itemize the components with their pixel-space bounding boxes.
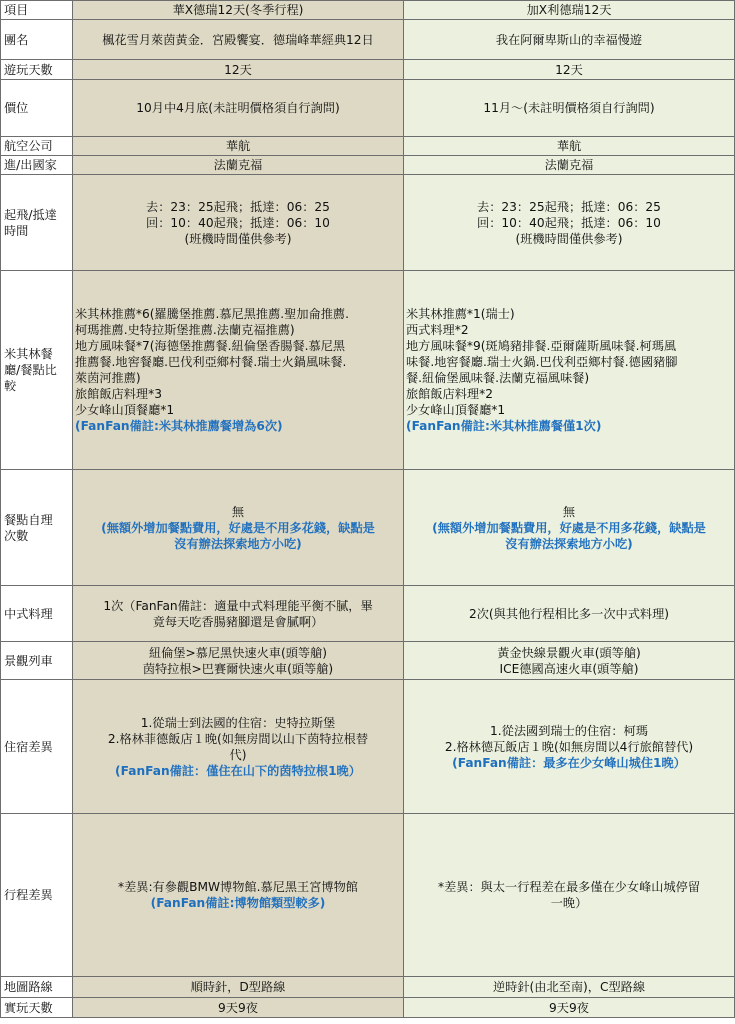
michelin-line: 柯瑪推薦.史特拉斯堡推薦.法蘭克福推薦) <box>75 323 295 337</box>
self-meals-note: 沒有辦法探索地方小吃) <box>174 536 302 551</box>
flight-line: (班機時間僅供參考) <box>515 231 623 246</box>
hotel-line: 代) <box>229 747 247 762</box>
michelin-line: 地方風味餐*7(海德堡推薦餐.紐倫堡香腸餐.慕尼黑 <box>75 339 346 353</box>
michelin-line: 萊茵河推薦) <box>75 371 141 385</box>
label-flight-time-line: 時間 <box>4 223 29 238</box>
row-chinese-food <box>1 586 735 642</box>
label-actual-days: 實玩天數 <box>1 998 73 1018</box>
label-itinerary: 行程差異 <box>1 814 73 977</box>
hotel-line: 1.從法國到瑞士的住宿：柯瑪 <box>490 723 648 738</box>
actual-days-a: 9天9夜 <box>73 998 404 1018</box>
michelin-line: 少女峰山頂餐廳*1 <box>75 403 175 417</box>
label-tour-name: 團名 <box>1 20 73 60</box>
train-line: 紐倫堡>慕尼黑快速火車(頭等艙) <box>148 645 328 660</box>
hotel-note-b: (FanFan備註：最多在少女峰山城住1晚） <box>452 755 686 770</box>
itinerary-b <box>404 814 735 977</box>
chinese-food-line: 竟每天吃香腸豬腳還是會膩啊） <box>152 614 324 629</box>
tour-name-a: 楓花雪月萊茵黃金．宮殿饗宴．德瑞峰華經典12日 <box>73 20 404 60</box>
row-itinerary <box>1 814 735 977</box>
michelin-line: 旅館飯店料理*2 <box>406 387 493 401</box>
itinerary-a <box>73 814 404 977</box>
michelin-line: 味餐.地窖餐廳.瑞士火鍋.巴伐利亞鄉村餐.德國豬腳 <box>406 355 678 369</box>
train-line: ICE德國高速火車(頭等艙) <box>499 661 639 676</box>
header-col-a: 華X德瑞12天(冬季行程) <box>73 1 404 20</box>
hotel-line: 1.從瑞士到法國的住宿：史特拉斯堡 <box>140 715 336 730</box>
row-actual-days <box>1 998 735 1018</box>
self-meals-note: (無額外增加餐點費用，好處是不用多花錢，缺點是 <box>432 520 706 535</box>
hotel-line: 2.格林德瓦飯店１晚(如無房間以4行旅館替代) <box>444 739 694 754</box>
row-route <box>1 977 735 998</box>
label-flight-time-line: 起飛/抵達 <box>4 207 57 222</box>
label-hotel: 住宿差異 <box>1 680 73 814</box>
label-michelin-line: 米其林餐 <box>4 347 53 361</box>
self-meals-value: 無 <box>562 504 576 519</box>
route-a: 順時針，D型路線 <box>73 977 404 998</box>
label-michelin <box>1 271 73 470</box>
airline-b: 華航 <box>404 137 735 156</box>
label-flight-time <box>1 175 73 271</box>
row-train <box>1 642 735 680</box>
airline-a: 華航 <box>73 137 404 156</box>
label-airline: 航空公司 <box>1 137 73 156</box>
actual-days-b: 9天9夜 <box>404 998 735 1018</box>
label-self-meals-line: 餐點自理 <box>4 512 53 527</box>
hotel-a <box>73 680 404 814</box>
label-price: 價位 <box>1 80 73 137</box>
self-meals-value: 無 <box>231 504 245 519</box>
flight-line: 去：23：25起飛；抵達：06：25 <box>477 199 661 214</box>
chinese-food-line: 1次（FanFan備註：適量中式料理能平衡不膩，畢 <box>103 598 373 613</box>
row-flight-time <box>1 175 735 271</box>
flight-time-b <box>404 175 735 271</box>
train-a <box>73 642 404 680</box>
itinerary-line: 一晚） <box>550 896 588 910</box>
row-self-meals <box>1 470 735 586</box>
michelin-note-b: (FanFan備註:米其林推薦餐僅1次) <box>406 419 602 433</box>
label-michelin-line: 較 <box>4 379 17 393</box>
self-meals-note: (無額外增加餐點費用，好處是不用多花錢，缺點是 <box>101 520 375 535</box>
row-michelin <box>1 271 735 470</box>
michelin-note-a: (FanFan備註:米其林推薦餐增為6次) <box>75 419 283 433</box>
michelin-line: 少女峰山頂餐廳*1 <box>406 403 506 417</box>
train-line: 黃金快線景觀火車(頭等艙) <box>497 645 641 660</box>
hotel-b <box>404 680 735 814</box>
label-route: 地圖路線 <box>1 977 73 998</box>
flight-time-a <box>73 175 404 271</box>
flight-line: 回：10：40起飛；抵達：06：10 <box>477 215 661 230</box>
hotel-note-a: (FanFan備註：僅住在山下的茵特拉根1晚） <box>115 763 361 778</box>
label-chinese-food: 中式料理 <box>1 586 73 642</box>
michelin-line: 餐.紐倫堡風味餐.法蘭克福風味餐) <box>406 371 590 385</box>
label-entry-exit: 進/出國家 <box>1 156 73 175</box>
michelin-line: 推薦餐.地窖餐廳.巴伐利亞鄉村餐.瑞士火鍋風味餐. <box>75 355 347 369</box>
flight-line: (班機時間僅供參考) <box>184 231 292 246</box>
header-label: 項目 <box>1 1 73 20</box>
entry-exit-a: 法蘭克福 <box>73 156 404 175</box>
michelin-a <box>73 271 404 470</box>
michelin-line: 地方風味餐*9(斑鳩豬排餐.亞爾薩斯風味餐.柯瑪風 <box>406 339 677 353</box>
row-hotel <box>1 680 735 814</box>
michelin-line: 西式料理*2 <box>406 323 469 337</box>
row-price <box>1 80 735 137</box>
tour-name-b: 我在阿爾卑斯山的幸福慢遊 <box>404 20 735 60</box>
michelin-b <box>404 271 735 470</box>
self-meals-a <box>73 470 404 586</box>
michelin-line: 米其林推薦*1(瑞士) <box>406 307 515 321</box>
chinese-food-b: 2次(與其他行程相比多一次中式料理) <box>404 586 735 642</box>
price-b: 11月～(未註明價格須自行詢問) <box>404 80 735 137</box>
row-tour-name <box>1 20 735 60</box>
train-line: 茵特拉根>巴賽爾快速火車(頭等艙) <box>142 661 334 676</box>
row-airline <box>1 137 735 156</box>
route-b: 逆時針(由北至南)，C型路線 <box>404 977 735 998</box>
label-michelin-line: 廳/餐點比 <box>4 363 57 377</box>
label-days: 遊玩天數 <box>1 60 73 80</box>
chinese-food-a <box>73 586 404 642</box>
itinerary-line: *差異：與太一行程差在最多僅在少女峰山城停留 <box>437 880 701 894</box>
itinerary-line: *差異:有參觀BMW博物館.慕尼黑王宮博物館 <box>117 880 358 894</box>
row-entry-exit <box>1 156 735 175</box>
flight-line: 去：23：25起飛；抵達：06：25 <box>146 199 330 214</box>
label-train: 景觀列車 <box>1 642 73 680</box>
michelin-line: 米其林推薦*6(羅騰堡推薦.慕尼黑推薦.聖加侖推薦. <box>75 307 349 321</box>
itinerary-note-a: (FanFan備註:博物館類型較多) <box>150 896 326 910</box>
hotel-line: 2.格林菲德飯店１晚(如無房間以山下茵特拉根替 <box>107 731 369 746</box>
michelin-line: 旅館飯店料理*3 <box>75 387 162 401</box>
header-col-b: 加X利德瑞12天 <box>404 1 735 20</box>
days-b: 12天 <box>404 60 735 80</box>
days-a: 12天 <box>73 60 404 80</box>
train-b <box>404 642 735 680</box>
self-meals-b <box>404 470 735 586</box>
entry-exit-b: 法蘭克福 <box>404 156 735 175</box>
price-a: 10月中4月底(未註明價格須自行詢問) <box>73 80 404 137</box>
flight-line: 回：10：40起飛；抵達：06：10 <box>146 215 330 230</box>
row-days <box>1 60 735 80</box>
self-meals-note: 沒有辦法探索地方小吃) <box>505 536 633 551</box>
label-self-meals-line: 次數 <box>4 528 29 543</box>
label-self-meals <box>1 470 73 586</box>
header-row <box>1 1 735 20</box>
